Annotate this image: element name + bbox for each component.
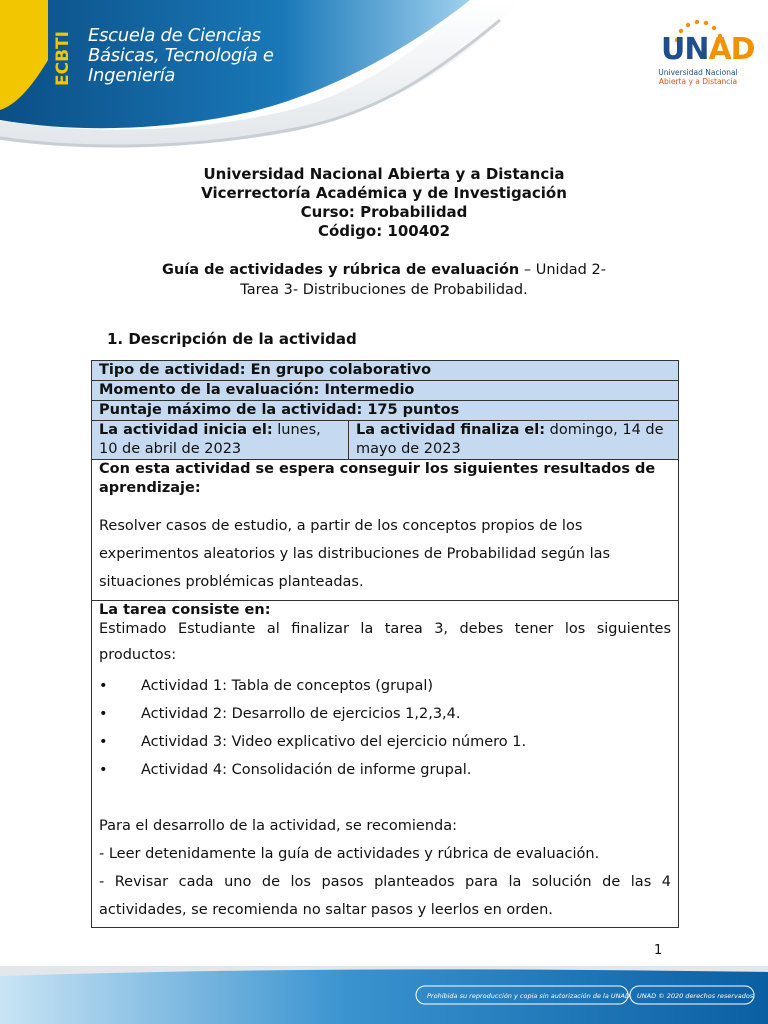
table-row: [92, 381, 679, 401]
bullet-symbol: •: [99, 734, 108, 750]
table-row: [92, 421, 679, 460]
end-date-cell: [349, 421, 679, 460]
logo-subtitle-2: Abierta y a Distancia: [658, 77, 738, 86]
logo-wordmark: [661, 32, 755, 67]
ecbti-text: ECBTI: [53, 31, 73, 86]
activity-1-text: Actividad 1: Tabla de conceptos (grupal): [141, 678, 434, 694]
task-description-cell: [92, 601, 679, 928]
list-item: [99, 756, 671, 784]
title-vicerrectoria: Vicerrectoría Académica y de Investigación: [201, 184, 567, 202]
school-name: [88, 26, 274, 86]
start-date-value: lunes, 10 de abril de 2023: [99, 422, 321, 457]
list-item: [99, 672, 671, 700]
guide-heading-task: Tarea 3- Distribuciones de Probabilidad.: [240, 282, 528, 298]
guide-heading-bold: Guía de actividades y rúbrica de evaluación: [162, 262, 520, 278]
activity-3-text: Actividad 3: Video explicativo del ejercicio número 1.: [141, 734, 527, 750]
recommendation-intro: Para el desarrollo de la actividad, se recomienda:: [99, 818, 457, 834]
activity-table: [91, 360, 679, 928]
max-score-cell: Puntaje máximo de la actividad: 175 puntos: [92, 401, 679, 421]
school-line-2: Básicas, Tecnología e: [88, 45, 274, 66]
logo-subtitle-1: Universidad Nacional: [658, 68, 738, 77]
bullet-symbol: •: [99, 762, 108, 778]
task-intro-line-1: Estimado Estudiante al finalizar la tarea 3, debes tener los siguientes: [99, 621, 671, 637]
list-item: [99, 700, 671, 728]
recommendation-2-line-2: actividades, se recomienda no saltar pasos y leerlos en orden.: [99, 902, 553, 918]
recommendation-1: - Leer detenidamente la guía de actividades y rúbrica de evaluación.: [99, 846, 600, 862]
page-header: [0, 0, 768, 150]
page-number: 1: [654, 943, 663, 958]
section-title: 1. Descripción de la actividad: [107, 330, 357, 348]
title-university: Universidad Nacional Abierta y a Distancia: [203, 165, 565, 183]
learning-outcomes-text: Resolver casos de estudio, a partir de los conceptos propios de los experimentos aleatorios y las distribuciones de Probabilidad según las situaciones problémicas planteadas.: [99, 518, 611, 590]
table-row: [92, 460, 679, 601]
footer-rights-reserved: UNAD © 2020 derechos reservados.: [637, 992, 756, 1000]
guide-heading-unit: – Unidad 2-: [519, 262, 606, 278]
table-row: [92, 601, 679, 928]
activity-4-text: Actividad 4: Consolidación de informe grupal.: [141, 762, 472, 778]
activity-type-cell: Tipo de actividad: En grupo colaborativo: [92, 361, 679, 381]
title-code: Código: 100402: [317, 222, 451, 240]
bullet-symbol: •: [99, 678, 108, 694]
end-date-label: La actividad finaliza el:: [356, 422, 546, 438]
document-titles: [0, 165, 768, 241]
task-intro-line-2: productos:: [99, 647, 177, 663]
logo-word-un: UN: [661, 32, 709, 67]
start-date-label: La actividad inicia el:: [99, 422, 273, 438]
start-date-cell: [92, 421, 349, 460]
learning-outcomes-label: Con esta actividad se espera conseguir los siguientes resultados de aprendizaje:: [99, 461, 656, 496]
task-label: La tarea consiste en:: [99, 602, 271, 618]
school-line-1: Escuela de Ciencias: [88, 25, 261, 46]
guide-heading: [0, 260, 768, 300]
activity-2-text: Actividad 2: Desarrollo de ejercicios 1,2,3,4.: [141, 706, 461, 722]
logo-word-ad: AD: [708, 32, 755, 67]
bullet-symbol: •: [99, 706, 108, 722]
unad-logo: [655, 18, 755, 88]
learning-outcomes-cell: [92, 460, 679, 601]
title-course: Curso: Probabilidad: [300, 203, 468, 221]
school-line-3: Ingeniería: [88, 65, 176, 86]
evaluation-moment-cell: Momento de la evaluación: Intermedio: [92, 381, 679, 401]
end-date-value: domingo, 14 de mayo de 2023: [356, 422, 664, 457]
ecbti-vertical-label: [52, 14, 74, 88]
recommendation-2-line-1: - Revisar cada uno de los pasos planteados para la solución de las 4: [99, 874, 671, 890]
list-item: [99, 728, 671, 756]
table-row: [92, 361, 679, 381]
footer-copyright-notice: Prohibida su reproducción y copia sin autorización de la UNAD.: [427, 992, 633, 1000]
table-row: [92, 401, 679, 421]
